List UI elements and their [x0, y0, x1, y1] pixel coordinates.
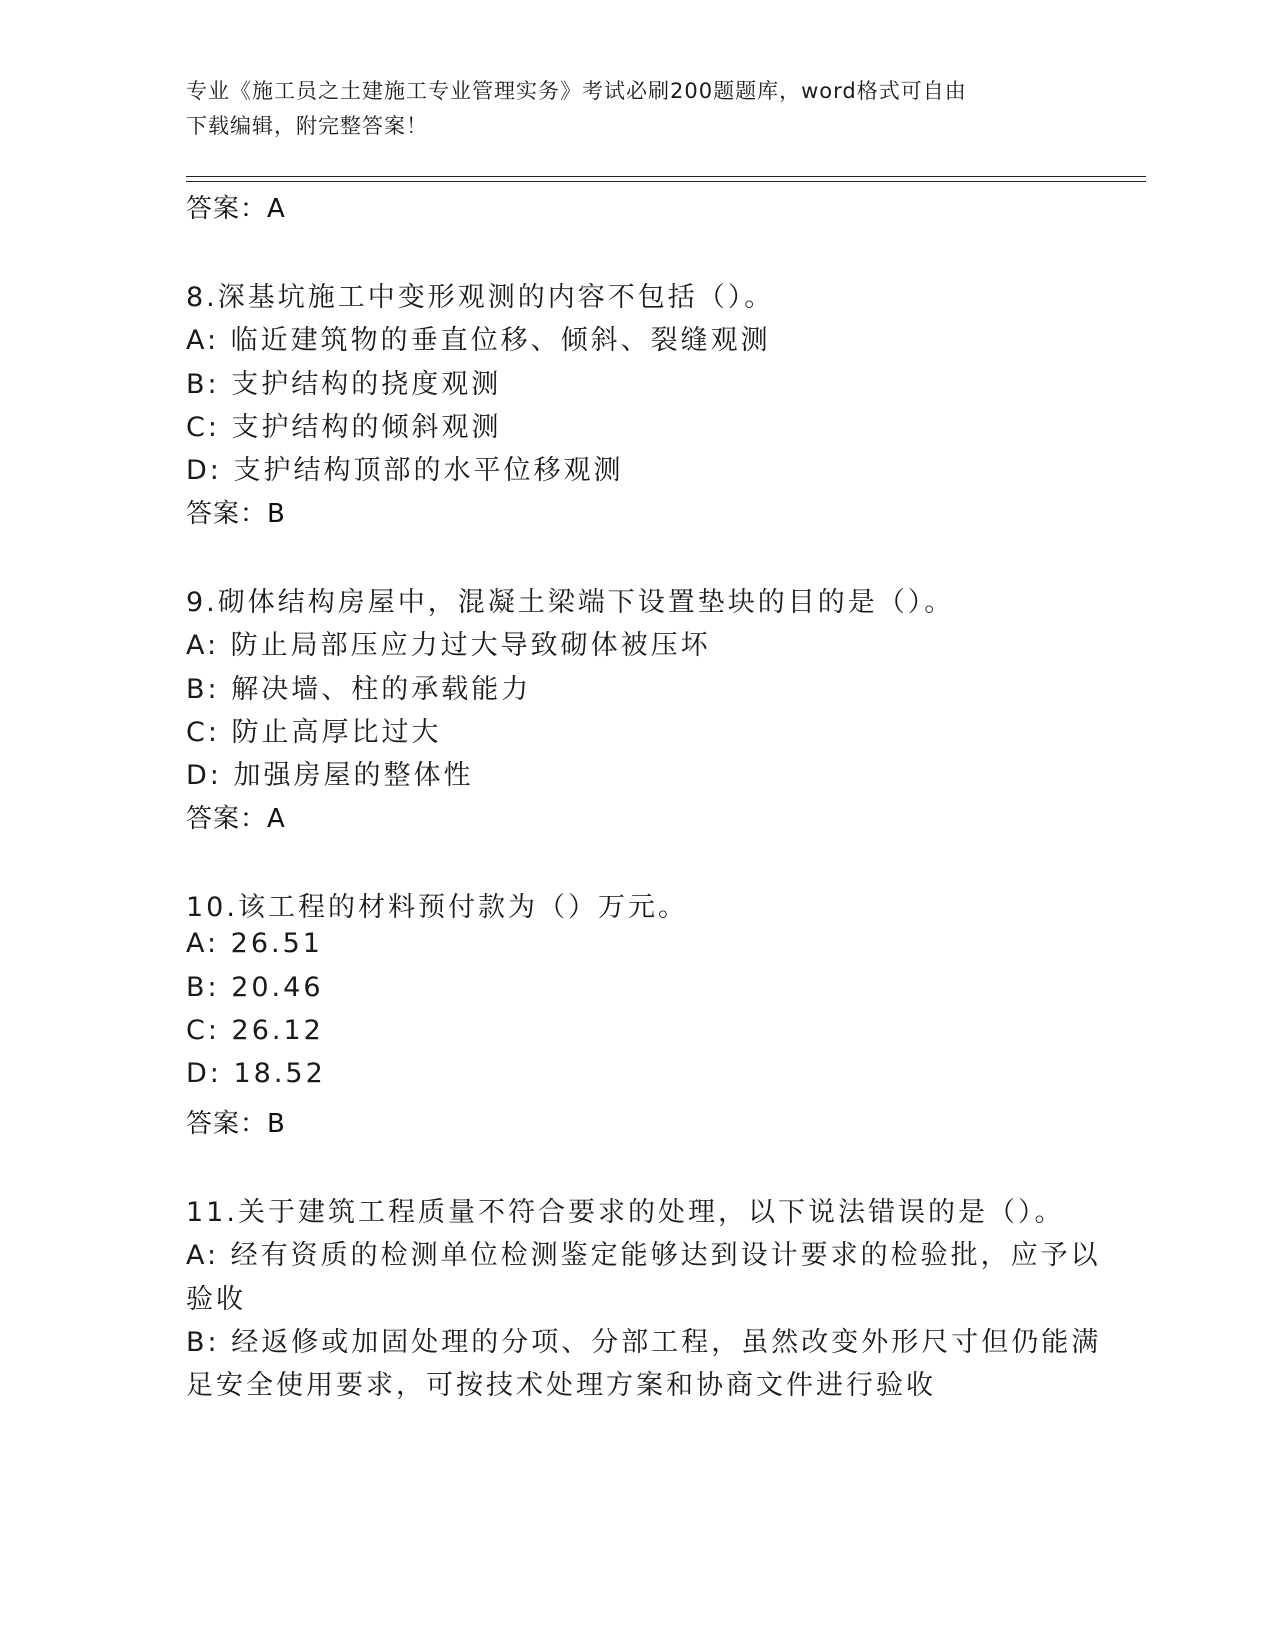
question-stem: 11.关于建筑工程质量不符合要求的处理，以下说法错误的是（）。 [186, 1197, 1065, 1228]
question-stem: 8.深基坑施工中变形观测的内容不包括（）。 [186, 282, 775, 313]
option-line: C: 26.12 [186, 1015, 324, 1046]
answer-line: 答案：A [186, 804, 286, 834]
option-line: C: 支护结构的倾斜观测 [186, 412, 502, 443]
option-line: A: 经有资质的检测单位检测鉴定能够达到设计要求的检验批，应予以 [186, 1240, 1101, 1271]
header-line-1: 专业《施工员之土建施工专业管理实务》考试必刷200题题库，word格式可自由 [186, 79, 967, 103]
option-line: D: 18.52 [186, 1058, 326, 1089]
header-divider-top [186, 176, 1146, 177]
option-line-continued: 足安全使用要求，可按技术处理方案和协商文件进行验收 [186, 1370, 936, 1401]
answer-line: 答案：A [186, 194, 286, 224]
option-line: A: 26.51 [186, 928, 323, 959]
document-header [186, 74, 1066, 144]
header-divider-bottom [186, 181, 1146, 182]
option-line: B: 经返修或加固处理的分项、分部工程，虽然改变外形尺寸但仍能满 [186, 1327, 1102, 1358]
option-line: B: 支护结构的挠度观测 [186, 369, 502, 400]
question-stem: 9.砌体结构房屋中，混凝土梁端下设置垫块的目的是（）。 [186, 587, 955, 618]
option-line: D: 加强房屋的整体性 [186, 760, 474, 791]
option-line: B: 20.46 [186, 972, 324, 1003]
option-line: B: 解决墙、柱的承载能力 [186, 674, 532, 705]
header-line-2: 下载编辑，附完整答案！ [186, 114, 428, 138]
question-stem: 10.该工程的材料预付款为（）万元。 [186, 892, 688, 923]
answer-line: 答案：B [186, 1109, 286, 1139]
option-line: C: 防止高厚比过大 [186, 717, 442, 748]
answer-line: 答案：B [186, 499, 286, 529]
option-line: A: 防止局部压应力过大导致砌体被压坏 [186, 630, 711, 661]
option-line-continued: 验收 [186, 1284, 246, 1315]
option-line: D: 支护结构顶部的水平位移观测 [186, 455, 624, 486]
option-line: A: 临近建筑物的垂直位移、倾斜、裂缝观测 [186, 325, 771, 356]
